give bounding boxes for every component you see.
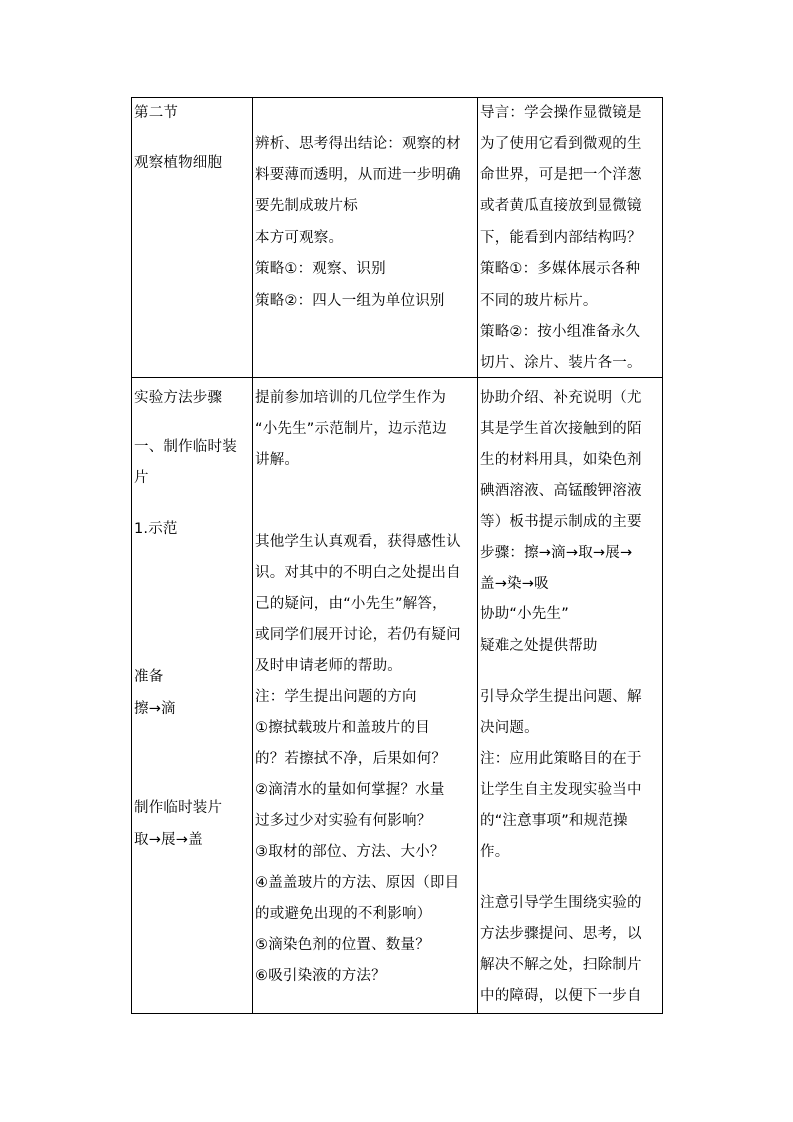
text-line: ⑤滴染色剂的位置、数量？ (255, 937, 430, 953)
text-line: 注：应用此策略目的在于 (480, 751, 642, 767)
text-line: 导言：学会操作显微镜是 (480, 105, 642, 121)
text-line: 其是学生首次接触到的陌 (480, 421, 642, 437)
text-line: ③取材的部位、方法、大小？ (255, 844, 445, 860)
text-line: 己的疑问，由“小先生”解答， (255, 596, 447, 612)
text-line: 过多过少对实验有何影响？ (255, 813, 432, 829)
text-line: ①擦拭载玻片和盖玻片的目 (255, 720, 430, 736)
section-subtitle: 观察植物细胞 (134, 155, 223, 171)
text-line: ②滴清水的量如何掌握？水量 (255, 782, 445, 798)
text-line: 下，能看到内部结构吗？ (480, 230, 642, 246)
text-line: 切片、涂片、装片各一。 (480, 355, 642, 371)
text-line: 步骤：擦→滴→取→展→ (480, 545, 633, 561)
text-line: 为了使用它看到微观的生 (480, 136, 642, 152)
text-line: 作。 (480, 844, 510, 860)
text-line: 准备 (134, 669, 164, 685)
text-line: 解决不解之处，扫除制片 (480, 957, 642, 973)
text-line: “小先生”示范制片，边示范边 (255, 421, 447, 437)
text-line: 策略②：四人一组为单位识别 (255, 293, 445, 309)
text-line: 实验方法步骤 (134, 390, 223, 406)
text-line: 引导众学生提出问题、解 (480, 689, 642, 705)
text-line: ⑥吸引染液的方法？ (255, 968, 386, 984)
text-line: 辨析、思考得出结论：观察的材 (255, 136, 461, 152)
text-line: 决问题。 (480, 720, 539, 736)
row1-col1-cell (131, 97, 253, 378)
text-line: 一、制作临时装 (134, 439, 237, 455)
text-line: 生的材料用具，如染色剂 (480, 452, 642, 468)
text-line: 方法步骤提问、思考，以 (480, 926, 642, 942)
section-title: 第二节 (134, 105, 179, 121)
text-line: 或同学们展开讨论，若仍有疑问 (255, 627, 461, 643)
text-line: 擦→滴 (134, 701, 176, 717)
text-line: 注意引导学生围绕实验的 (480, 895, 642, 911)
text-line: 要先制成玻片标 (255, 198, 358, 214)
text-line: 盖→染→吸 (480, 576, 549, 592)
text-line: 料要薄而透明，从而进一步明确 (255, 167, 461, 183)
row2-col1-cell (131, 377, 253, 1014)
text-line: 不同的玻片标片。 (480, 293, 598, 309)
text-line: 策略①：观察、识别 (255, 261, 386, 277)
text-line: 疑难之处提供帮助 (480, 638, 598, 654)
text-line: 碘酒溶液、高锰酸钾溶液 (480, 483, 642, 499)
text-line: 提前参加培训的几位学生作为 (255, 390, 447, 406)
text-line: 识。对其中的不明白之处提出自 (255, 565, 461, 581)
text-line: 片 (134, 470, 149, 486)
text-line: 等）板书提示制成的主要 (480, 514, 642, 530)
text-line: 制作临时装片 (134, 800, 223, 816)
text-line: 及时申请老师的帮助。 (255, 658, 402, 674)
text-line: 取→展→盖 (134, 832, 203, 848)
text-line: 讲解。 (255, 452, 300, 468)
text-line: 协助介绍、补充说明（尤 (480, 390, 642, 406)
text-line: 策略②：按小组准备永久 (480, 324, 641, 340)
text-line: 1.示范 (134, 521, 178, 537)
text-line: 策略①：多媒体展示各种 (480, 261, 641, 277)
text-line: 的？若擦拭不净，后果如何？ (255, 751, 447, 767)
text-line: 的“注意事项”和规范操 (480, 813, 628, 829)
text-line: 协助“小先生” (480, 606, 569, 622)
text-line: 让学生自主发现实验当中 (480, 782, 642, 798)
text-line: 命世界，可是把一个洋葱 (480, 167, 642, 183)
text-line: 或者黄瓜直接放到显微镜 (480, 198, 642, 214)
text-line: ④盖盖玻片的方法、原因（即目 (255, 875, 460, 891)
text-line: 中的障碍，以便下一步自 (480, 988, 642, 1004)
text-line: 的或避免出现的不利影响） (255, 906, 432, 922)
text-line: 注：学生提出问题的方向 (255, 689, 417, 705)
text-line: 其他学生认真观看，获得感性认 (255, 534, 461, 550)
text-line: 本方可观察。 (255, 230, 344, 246)
